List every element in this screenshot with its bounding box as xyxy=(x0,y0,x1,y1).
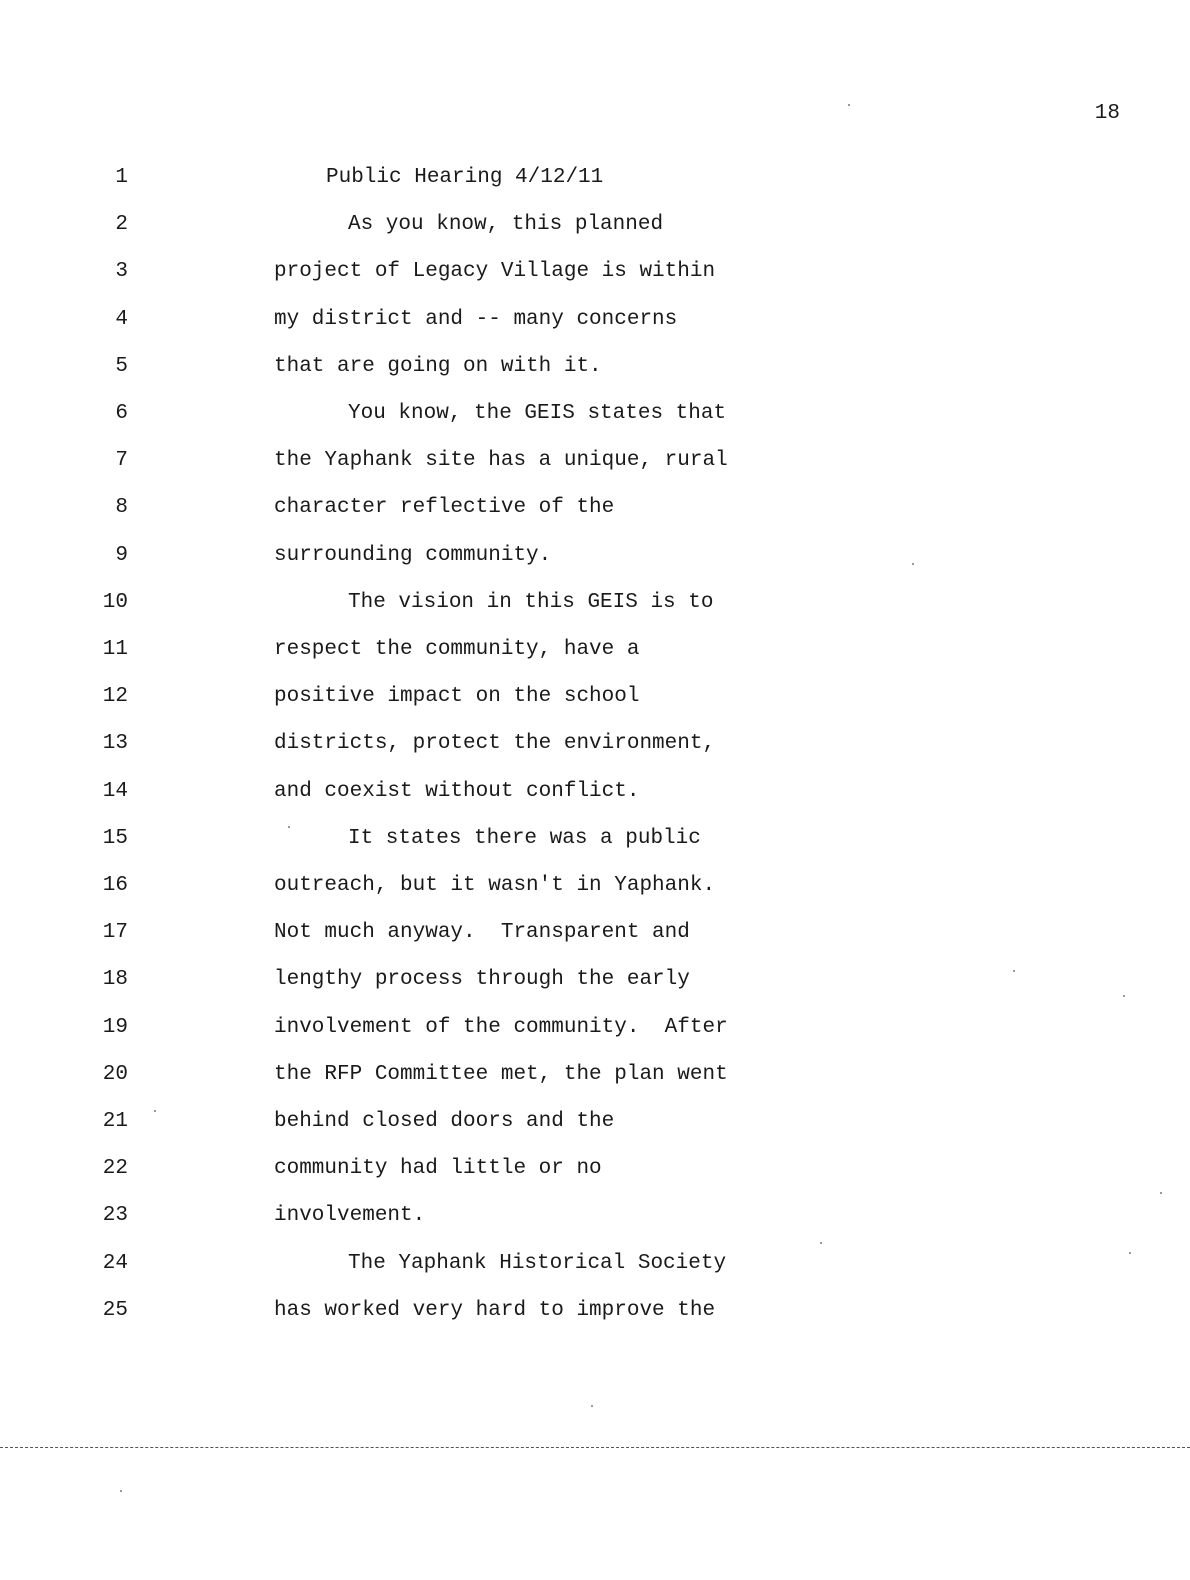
transcript-line xyxy=(0,1014,1190,1048)
line-text: positive impact on the school xyxy=(274,685,640,709)
transcript-line xyxy=(0,1155,1190,1189)
running-header: Public Hearing 4/12/11 xyxy=(326,166,604,189)
line-text: that are going on with it. xyxy=(274,354,602,378)
transcript-line xyxy=(0,683,1190,717)
line-number: 2 xyxy=(115,213,128,237)
line-number: 5 xyxy=(115,354,128,378)
scan-speck xyxy=(1123,995,1125,997)
line-number: 21 xyxy=(102,1110,128,1133)
scan-speck xyxy=(120,1490,122,1492)
line-text: and coexist without conflict. xyxy=(274,779,640,803)
transcript-line xyxy=(0,825,1190,859)
line-text: outreach, but it wasn't in Yaphank. xyxy=(274,874,716,897)
line-number: 23 xyxy=(102,1204,128,1228)
line-text: The Yaphank Historical Society xyxy=(348,1251,727,1275)
line-number: 3 xyxy=(115,260,128,284)
transcript-line xyxy=(0,1061,1190,1095)
transcript-line xyxy=(0,447,1190,481)
line-number: 1 xyxy=(115,166,128,189)
transcript-line xyxy=(0,1108,1190,1142)
scan-speck xyxy=(591,1405,593,1407)
line-text: respect the community, have a xyxy=(274,638,640,661)
transcript-line xyxy=(0,919,1190,953)
scan-speck xyxy=(288,826,290,828)
line-text: project of Legacy Village is within xyxy=(274,260,716,284)
line-number: 6 xyxy=(115,402,128,425)
line-number: 4 xyxy=(115,307,128,331)
transcript-line xyxy=(0,258,1190,292)
transcript-line xyxy=(0,872,1190,906)
transcript-line xyxy=(0,306,1190,340)
line-number: 24 xyxy=(102,1251,128,1275)
line-number: 10 xyxy=(102,590,128,614)
line-text: character reflective of the xyxy=(274,496,615,520)
line-number: 17 xyxy=(102,921,128,945)
transcript-line xyxy=(0,1297,1190,1331)
line-text: Not much anyway. Transparent and xyxy=(274,921,690,945)
line-text: districts, protect the environment, xyxy=(274,732,716,756)
footer-divider xyxy=(0,1447,1190,1448)
line-number: 22 xyxy=(102,1157,128,1181)
line-text: my district and -- many concerns xyxy=(274,307,678,331)
line-text: surrounding community. xyxy=(274,543,552,567)
scan-speck xyxy=(912,563,914,565)
line-number: 25 xyxy=(102,1298,128,1322)
transcript-line xyxy=(0,966,1190,1000)
page-number: 18 xyxy=(1094,102,1120,125)
line-text: You know, the GEIS states that xyxy=(348,402,727,425)
line-text: community had little or no xyxy=(274,1157,602,1181)
transcript-line xyxy=(0,353,1190,387)
transcript-line xyxy=(0,1202,1190,1236)
transcript-line xyxy=(0,494,1190,528)
transcript-line xyxy=(0,211,1190,245)
line-number: 7 xyxy=(115,449,128,473)
line-text: involvement. xyxy=(274,1204,426,1228)
line-number: 13 xyxy=(102,732,128,756)
line-text: the RFP Committee met, the plan went xyxy=(274,1062,728,1086)
scan-speck xyxy=(820,1242,822,1244)
transcript-line xyxy=(0,1250,1190,1284)
line-number: 16 xyxy=(102,874,128,897)
transcript-line xyxy=(0,730,1190,764)
transcript-line xyxy=(0,636,1190,670)
line-text: It states there was a public xyxy=(348,826,701,850)
line-text: lengthy process through the early xyxy=(274,968,690,992)
transcript-line xyxy=(0,778,1190,812)
line-number: 9 xyxy=(115,543,128,567)
transcript-line xyxy=(0,542,1190,576)
scan-speck xyxy=(1013,970,1015,972)
line-number: 14 xyxy=(102,779,128,803)
scan-speck xyxy=(154,1110,156,1112)
line-number: 8 xyxy=(115,496,128,520)
line-text: As you know, this planned xyxy=(348,213,664,237)
line-number: 15 xyxy=(102,826,128,850)
line-text: has worked very hard to improve the xyxy=(274,1298,716,1322)
scan-speck xyxy=(848,104,850,106)
scan-speck xyxy=(1129,1252,1131,1254)
line-number: 18 xyxy=(102,968,128,992)
line-number: 12 xyxy=(102,685,128,709)
line-number: 11 xyxy=(102,638,128,661)
transcript-line xyxy=(0,589,1190,623)
line-text: the Yaphank site has a unique, rural xyxy=(274,449,728,473)
scan-speck xyxy=(1160,1192,1162,1194)
line-text: involvement of the community. After xyxy=(274,1015,728,1039)
line-number: 20 xyxy=(102,1062,128,1086)
line-text: behind closed doors and the xyxy=(274,1110,615,1133)
transcript-line xyxy=(0,400,1190,434)
line-text: The vision in this GEIS is to xyxy=(348,590,714,614)
transcript-line xyxy=(0,164,1190,198)
line-number: 19 xyxy=(102,1015,128,1039)
